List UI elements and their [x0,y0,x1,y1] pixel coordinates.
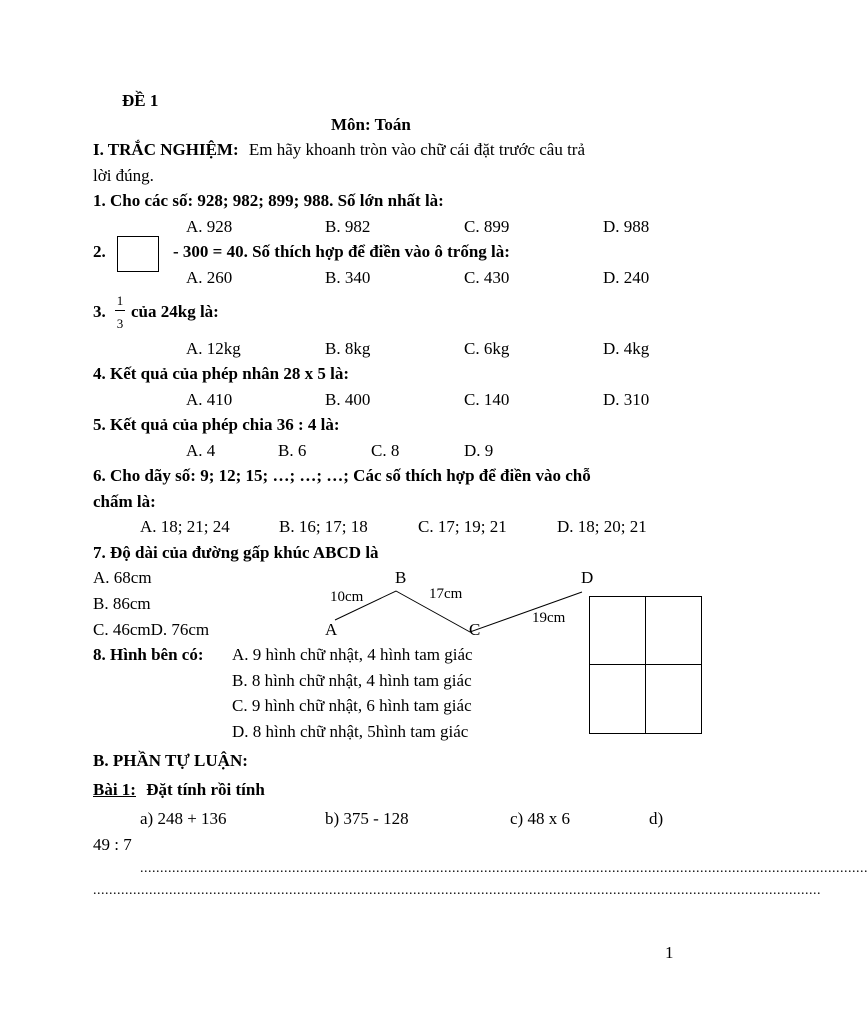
subject-title: Môn: Toán [331,115,411,134]
q3-option-b: B. 8kg [325,339,371,358]
part2-title: B. PHẦN TỰ LUẬN: [93,751,248,770]
q3-text: của 24kg là: [131,302,219,321]
q4-option-a: A. 410 [186,390,233,409]
part1-title: I. TRẮC NGHIỆM: [93,140,239,159]
q5-option-a: A. 4 [186,441,216,460]
bai1-label: Bài 1: [93,780,136,799]
q2-text: - 300 = 40. Số thích hợp để điền vào ô trống là: [173,242,510,261]
q1-option-a: A. 928 [186,217,233,236]
q6-text: 6. Cho dãy số: 9; 12; 15; …; …; …; Các số thích hợp để điền vào chỗ [93,466,591,485]
q1-option-b: B. 982 [325,217,371,236]
q3-option-d: D. 4kg [603,339,650,358]
q8-option-b: B. 8 hình chữ nhật, 4 hình tam giác [232,671,472,690]
q3-number: 3. [93,302,106,321]
answer-dotted-line-1: ...................................................................................................................................................................................... [140,861,868,876]
q1-text: 1. Cho các số: 928; 982; 899; 988. Số lớn nhất là: [93,191,444,210]
q3-fraction-denominator: 3 [116,316,124,331]
q3-fraction-numerator: 1 [116,293,124,308]
q1-option-c: C. 899 [464,217,510,236]
bai1-b: b) 375 - 128 [325,809,409,828]
q2-option-d: D. 240 [603,268,650,287]
answer-dotted-line-2: ...................................................................................................................................................................................... [93,883,821,898]
q7-segment-ab-length: 10cm [330,589,364,605]
q8-label: 8. Hình bên có: [93,645,204,664]
q2-option-b: B. 340 [325,268,371,287]
bai1-d: d) [649,809,664,828]
bai1-d-cont: 49 : 7 [93,835,132,854]
page-number: 1 [665,943,674,962]
q4-option-b: B. 400 [325,390,371,409]
q8-option-c: C. 9 hình chữ nhật, 6 hình tam giác [232,696,472,715]
q7-option-cd: C. 46cmD. 76cm [93,620,210,639]
q5-text: 5. Kết quả của phép chia 36 : 4 là: [93,415,340,434]
q6-option-a: A. 18; 21; 24 [140,517,230,536]
q7-segment-cd-length: 19cm [532,610,566,626]
q5-option-b: B. 6 [278,441,307,460]
q4-text: 4. Kết quả của phép nhân 28 x 5 là: [93,364,349,383]
q2-option-c: C. 430 [464,268,510,287]
q5-option-c: C. 8 [371,441,400,460]
q4-option-c: C. 140 [464,390,510,409]
q6-option-d: D. 18; 20; 21 [557,517,647,536]
q4-option-d: D. 310 [603,390,650,409]
bai1-heading [93,781,265,798]
q3-option-a: A. 12kg [186,339,241,358]
bai1-a: a) 248 + 136 [140,809,227,828]
bai1-text: Đặt tính rồi tính [146,780,265,799]
q2-option-a: A. 260 [186,268,233,287]
part1-instruction-cont: lời đúng. [93,166,154,185]
q6-text-cont: chấm là: [93,492,156,511]
bai1-c: c) 48 x 6 [510,809,570,828]
q8-option-a: A. 9 hình chữ nhật, 4 hình tam giác [232,645,473,664]
q7-text: 7. Độ dài của đường gấp khúc ABCD là [93,543,379,562]
q6-option-b: B. 16; 17; 18 [279,517,368,536]
q7-option-a: A. 68cm [93,568,152,587]
q1-option-d: D. 988 [603,217,650,236]
q3-option-c: C. 6kg [464,339,510,358]
q7-option-b: B. 86cm [93,594,151,613]
q2-number: 2. [93,242,106,261]
q6-option-c: C. 17; 19; 21 [418,517,507,536]
q7-point-b: B [395,568,407,587]
exam-number: ĐỀ 1 [122,91,159,110]
q8-option-d: D. 8 hình chữ nhật, 5hình tam giác [232,722,469,741]
q7-point-a: A [325,620,338,639]
part1-instruction: Em hãy khoanh tròn vào chữ cái đặt trước câu trả [248,140,585,159]
q7-segment-bc-length: 17cm [429,586,463,602]
q5-option-d: D. 9 [464,441,494,460]
q7-point-d: D [581,568,594,587]
q7-point-c: C [469,620,481,639]
